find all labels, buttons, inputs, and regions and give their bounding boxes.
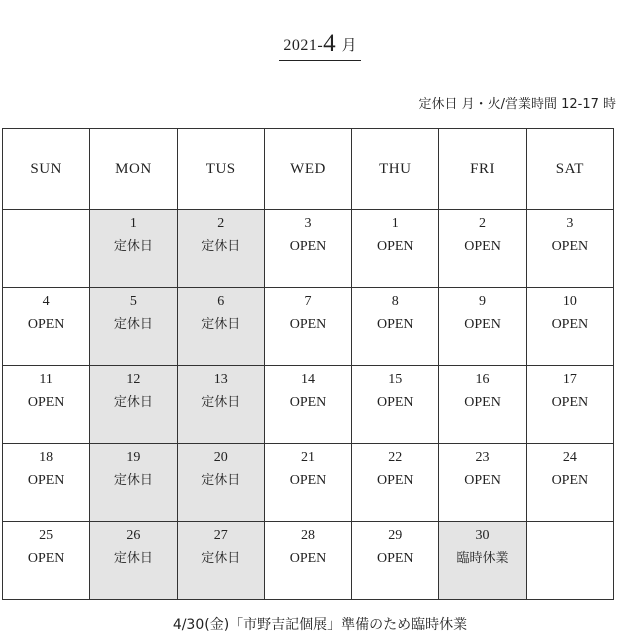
weekday-header: SAT bbox=[526, 129, 613, 210]
day-status: OPEN bbox=[551, 239, 589, 254]
calendar-day-cell bbox=[3, 366, 90, 444]
day-status: 定休日 bbox=[201, 317, 241, 332]
day-number: 17 bbox=[562, 372, 577, 387]
day-number: 8 bbox=[391, 294, 399, 309]
day-status: 定休日 bbox=[201, 473, 241, 488]
day-number: 13 bbox=[213, 372, 228, 387]
day-number: 20 bbox=[213, 450, 228, 465]
calendar-title bbox=[0, 30, 640, 61]
day-status: OPEN bbox=[464, 395, 501, 410]
day-number: 26 bbox=[126, 528, 141, 543]
day-status: OPEN bbox=[376, 473, 414, 488]
day-number: 30 bbox=[475, 528, 490, 543]
day-status: OPEN bbox=[551, 317, 589, 332]
day-number: 25 bbox=[39, 528, 54, 543]
calendar-body bbox=[3, 210, 614, 600]
day-status: OPEN bbox=[289, 473, 327, 488]
calendar-table bbox=[2, 128, 614, 600]
calendar-day-cell bbox=[526, 522, 613, 600]
day-status: 臨時休業 bbox=[456, 551, 509, 566]
calendar-day-cell bbox=[177, 210, 264, 288]
title-month: 4 bbox=[323, 30, 336, 57]
weekday-header: FRI bbox=[439, 129, 526, 210]
day-number: 1 bbox=[391, 216, 399, 231]
calendar-day-cell bbox=[526, 210, 613, 288]
day-number: 16 bbox=[475, 372, 490, 387]
calendar-day-cell bbox=[177, 366, 264, 444]
day-number: 24 bbox=[562, 450, 577, 465]
calendar-day-cell bbox=[526, 444, 613, 522]
day-status: OPEN bbox=[289, 317, 327, 332]
business-hours: 定休日 月・火/営業時間 12-17 時 bbox=[418, 97, 616, 112]
day-number: 14 bbox=[300, 372, 315, 387]
day-status: 定休日 bbox=[113, 317, 153, 332]
day-status: OPEN bbox=[27, 395, 65, 410]
day-status: OPEN bbox=[289, 239, 327, 254]
day-number: 18 bbox=[39, 450, 54, 465]
day-status: OPEN bbox=[376, 239, 414, 254]
day-status: OPEN bbox=[376, 551, 414, 566]
calendar-day-cell bbox=[90, 522, 177, 600]
day-status: 定休日 bbox=[201, 395, 241, 410]
calendar-day-cell bbox=[526, 366, 613, 444]
day-status: OPEN bbox=[551, 395, 589, 410]
day-number: 23 bbox=[475, 450, 490, 465]
day-status: OPEN bbox=[27, 473, 65, 488]
calendar-day-cell bbox=[3, 288, 90, 366]
day-status: OPEN bbox=[27, 317, 65, 332]
calendar-day-cell bbox=[264, 522, 351, 600]
calendar-day-cell bbox=[90, 288, 177, 366]
calendar-day-cell bbox=[3, 522, 90, 600]
day-status: OPEN bbox=[376, 317, 414, 332]
day-number: 29 bbox=[388, 528, 403, 543]
day-number: 19 bbox=[126, 450, 141, 465]
day-status: 定休日 bbox=[113, 395, 153, 410]
day-number: 2 bbox=[479, 216, 487, 231]
title-underline bbox=[279, 30, 360, 61]
day-number: 28 bbox=[300, 528, 315, 543]
calendar-day-cell bbox=[352, 444, 439, 522]
title-year: 2021- bbox=[283, 37, 324, 54]
calendar-day-cell bbox=[439, 210, 526, 288]
day-status: OPEN bbox=[27, 551, 65, 566]
day-status: 定休日 bbox=[113, 239, 153, 254]
day-status: OPEN bbox=[376, 395, 414, 410]
calendar-day-cell bbox=[264, 366, 351, 444]
day-number: 3 bbox=[304, 216, 312, 231]
day-number: 21 bbox=[300, 450, 315, 465]
calendar-day-cell bbox=[352, 522, 439, 600]
calendar-day-cell bbox=[439, 366, 526, 444]
calendar-day-cell bbox=[90, 366, 177, 444]
day-number: 2 bbox=[217, 216, 225, 231]
calendar-day-cell bbox=[90, 444, 177, 522]
day-number: 5 bbox=[129, 294, 137, 309]
closure-note: 4/30(金)「市野吉記個展」準備のため臨時休業 bbox=[172, 617, 468, 633]
week-row bbox=[3, 522, 614, 600]
day-number: 3 bbox=[566, 216, 574, 231]
day-number: 12 bbox=[126, 372, 141, 387]
weekday-header-row bbox=[3, 129, 614, 210]
day-status: OPEN bbox=[464, 317, 501, 332]
day-number: 9 bbox=[479, 294, 487, 309]
day-status: OPEN bbox=[464, 239, 501, 254]
calendar-day-cell bbox=[526, 288, 613, 366]
week-row bbox=[3, 366, 614, 444]
weekday-header: TUS bbox=[177, 129, 264, 210]
day-status: 定休日 bbox=[201, 551, 241, 566]
day-number: 6 bbox=[217, 294, 225, 309]
day-number: 7 bbox=[304, 294, 312, 309]
calendar-day-cell bbox=[3, 444, 90, 522]
day-number: 1 bbox=[129, 216, 137, 231]
title-month-unit: 月 bbox=[341, 36, 357, 54]
week-row bbox=[3, 444, 614, 522]
week-row bbox=[3, 210, 614, 288]
day-status: 定休日 bbox=[113, 551, 153, 566]
calendar-day-cell bbox=[439, 288, 526, 366]
day-number: 15 bbox=[388, 372, 403, 387]
calendar-day-cell bbox=[177, 288, 264, 366]
calendar-day-cell bbox=[264, 210, 351, 288]
calendar-day-cell bbox=[177, 522, 264, 600]
calendar-day-cell bbox=[264, 444, 351, 522]
day-status: OPEN bbox=[289, 551, 327, 566]
calendar-day-cell bbox=[439, 444, 526, 522]
calendar-day-cell bbox=[3, 210, 90, 288]
calendar-day-cell bbox=[352, 288, 439, 366]
day-status: OPEN bbox=[289, 395, 327, 410]
week-row bbox=[3, 288, 614, 366]
calendar-day-cell bbox=[352, 210, 439, 288]
day-number: 11 bbox=[39, 372, 53, 387]
day-status: OPEN bbox=[551, 473, 589, 488]
calendar-day-cell bbox=[439, 522, 526, 600]
day-number: 4 bbox=[42, 294, 50, 309]
day-number: 10 bbox=[562, 294, 577, 309]
weekday-header: THU bbox=[352, 129, 439, 210]
calendar-day-cell bbox=[264, 288, 351, 366]
day-status: 定休日 bbox=[113, 473, 153, 488]
weekday-header: WED bbox=[264, 129, 351, 210]
day-number: 22 bbox=[388, 450, 403, 465]
calendar-day-cell bbox=[352, 366, 439, 444]
weekday-header: SUN bbox=[3, 129, 90, 210]
calendar-day-cell bbox=[177, 444, 264, 522]
day-status: OPEN bbox=[464, 473, 501, 488]
day-number: 27 bbox=[213, 528, 228, 543]
weekday-header: MON bbox=[90, 129, 177, 210]
day-status: 定休日 bbox=[201, 239, 241, 254]
calendar-day-cell bbox=[90, 210, 177, 288]
